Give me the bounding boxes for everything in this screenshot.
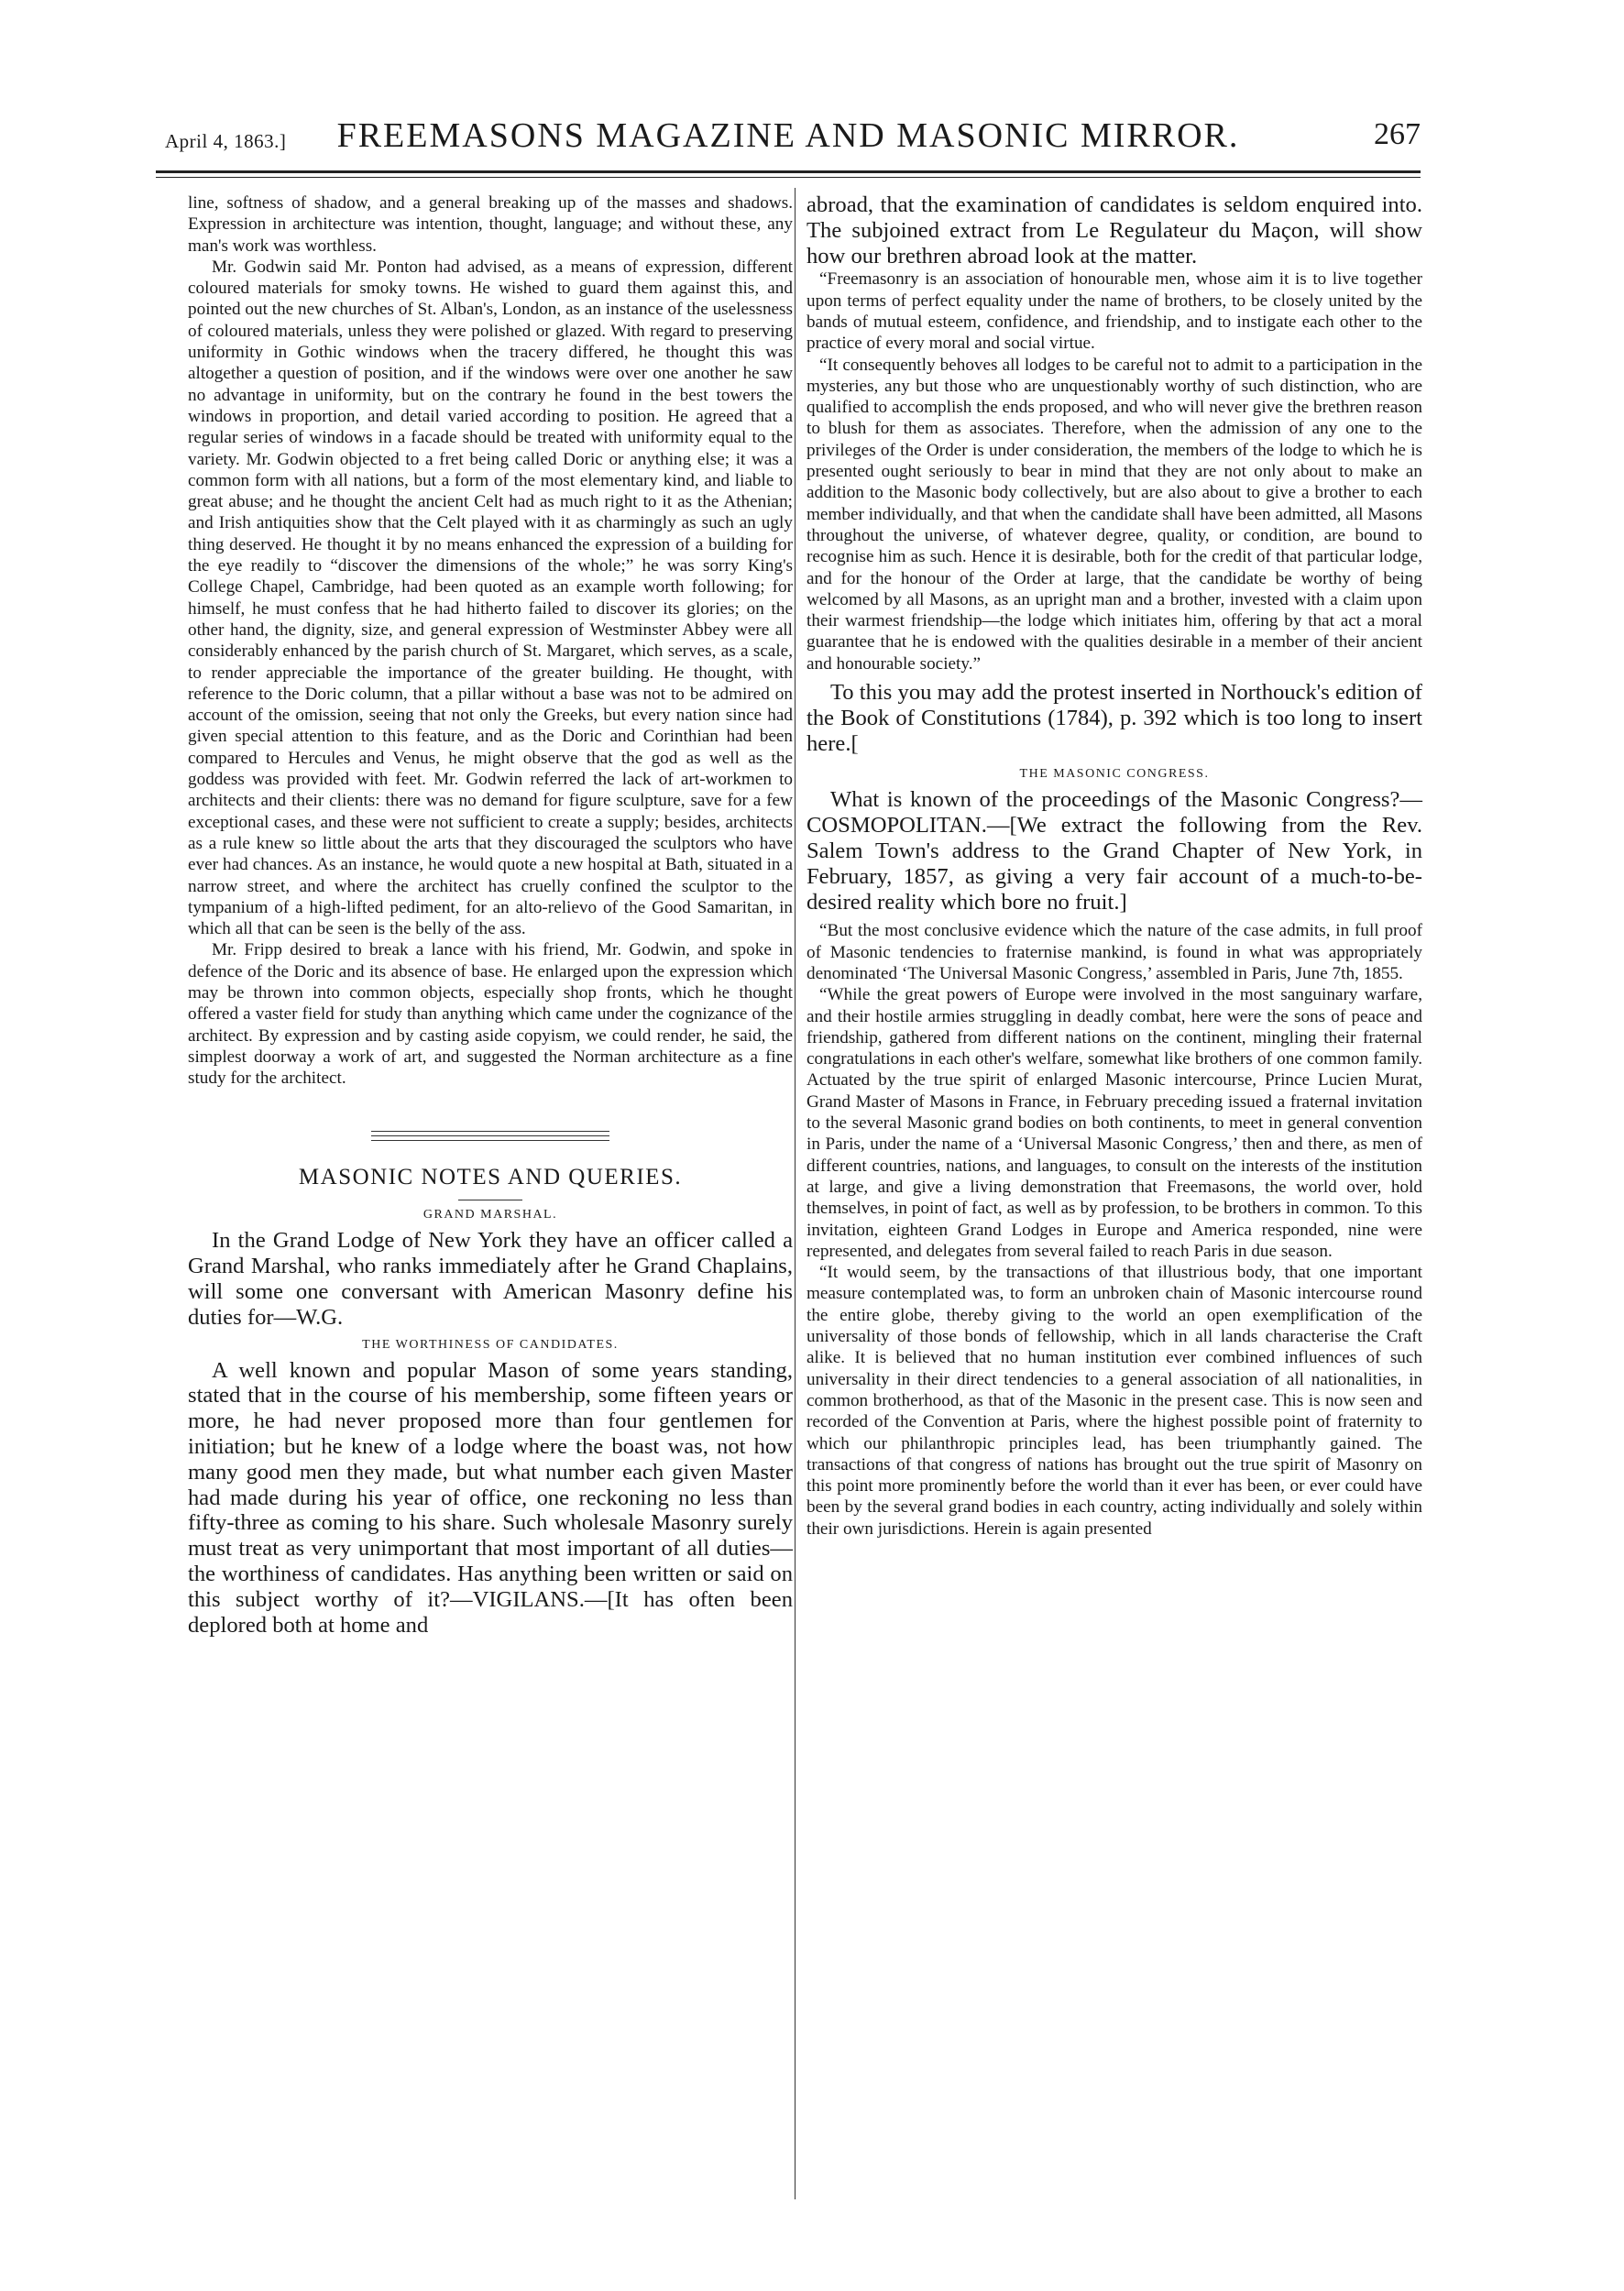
section-title: MASONIC NOTES AND QUERIES. <box>298 1165 683 1190</box>
paragraph: line, softness of shadow, and a general breaking up of the masses and shadows. Expression in architecture was intention, thought, language; and without these, any man's work was worthless. <box>188 193 793 256</box>
quoted-paragraph: “It consequently behoves all lodges to be careful not to admit to a participation in the mysteries, any but those who are unquestionably worthy of such distinction, who are qualified to accomplish the ends proposed, and who will never give the brethren reason to blush for them as associates. Therefore, when the admission of any one to the privileges of the Order is under consideration, the members of the lodge to which he is presented ought seriously to bear in mind that they are not only about to make an addition to the Masonic body collectively, but are also about to give a brother to each member individually, and that when the candidate shall have been admitted, all Masons throughout the universe, of whatever degree, quality, or condition, are bound to recognise him as such. Hence it is desirable, both for the credit of that particular lodge, and for the honour of the Order at large, that the candidate be worthy of being welcomed by all Masons, as an upright man and a brother, invested with a claim upon their warmest friendship—the lodge which initiates him, offering by that act a moral guarantee that he is endowed with the qualities desirable in a member of their ancient and honourable society.” <box>807 355 1422 674</box>
page-number: 267 <box>1374 117 1421 151</box>
issue-date: April 4, 1863.] <box>165 130 287 152</box>
quoted-paragraph: “But the most conclusive evidence which the nature of the case admits, in full proof of Masonic tendencies to fraternise mankind, is found in what was appropriately denominated ‘The Universal Masonic Congress,’ assembled in Paris, June 7th, 1855. <box>807 921 1422 983</box>
quoted-paragraph: “Freemasonry is an association of honourable men, whose aim it is to live together upon terms of perfect equality under the name of brothers, to be closely united by the bands of mutual esteem, confidence, and friendship, and to instigate each other to the practice of every moral and social virtue. <box>807 269 1422 354</box>
header-rule <box>156 170 1421 173</box>
query-heading: THE WORTHINESS OF CANDIDATES. <box>362 1337 619 1352</box>
quoted-paragraph: “It would seem, by the transactions of that illustrious body, that one important measure contemplated was, to form an unbroken chain of Masonic intercourse round the entire globe, thereby giving to the world an open exemplification of the universality of those bonds of fellowship, which in all lands characterise the Craft alike. It is believed that no human institution ever combined influences of such universality in their direct tendencies to a general association of all nationalities, in common brotherhood, as that of the Masonic in the present case. This is now seen and recorded of the Convention at Paris, where the highest possible point of fraternity to which our philanthropic principles lead, has been triumphantly gained. The transactions of that congress of nations has brought out the true spirit of Masonry on this point more prominently before the world than it ever has been, or ever could have been by the several grand bodies in each country, acting individually and solely within their own jurisdictions. Herein is again presented <box>807 1263 1422 1539</box>
column-divider <box>795 188 796 2199</box>
paragraph: To this you may add the protest inserted in Northouck's edition of the Book of Constitutions (1784), p. 392 which is too long to insert here.[ <box>807 680 1422 756</box>
page-header <box>156 114 1421 169</box>
query-text: What is known of the proceedings of the Masonic Congress?—COSMOPOLITAN.—[We extract the following from the Rev. Salem Town's address to the Grand Chapter of New York, in February, 1857, as giving a very fair account of a much-to-be-desired reality which bore no fruit.] <box>807 787 1422 915</box>
query-heading: THE MASONIC CONGRESS. <box>1019 767 1210 782</box>
section-divider <box>371 1131 609 1141</box>
header-rule-thin <box>156 177 1421 178</box>
paragraph: abroad, that the examination of candidates is seldom enquired into. The subjoined extract from Le Regulateur du Maçon, will show how our brethren abroad look at the matter. <box>807 192 1422 269</box>
paragraph: Mr. Godwin said Mr. Ponton had advised, as a means of expression, different coloured materials for smoky towns. He wished to guard them against this, and pointed out the new churches of St. Alban's, London, as an instance of the uselessness of coloured materials, unless they were polished or glazed. With regard to preserving uniformity in Gothic windows when the tracery differed, he thought this was altogether a question of position, and if the windows were over one another he saw no advantage in uniformity, but on the contrary he found in the best towers the windows in proportion, and detail varied according to position. He agreed that a regular series of windows in a facade should be treated with uniformity equal to the variety. Mr. Godwin objected to a fret being called Doric or anything else; it was a common form with all nations, but a form of the most elementary kind, and liable to great abuse; and he thought the ancient Celt had as much right to it as the Athenian; and Irish antiquities show that the Celt played with it as charmingly as such an ugly thing deserved. He thought it by no means enhanced the expression of a building for the eye readily to “discover the dimensions of the whole;” he was sorry King's College Chapel, Cambridge, had been quoted as an example worth following; for himself, he must confess that he had hitherto failed to discover its glories; on the other hand, the dignity, size, and general expression of Westminster Abbey were all considerably enhanced by the parish church of St. Margaret, which serves, as a scale, to render appreciable the importance of the greater building. He thought, with reference to the Doric column, that a pillar without a base was not to be admired on account of the omission, seeing that not only the Greeks, but every nation since had given special attention to this feature, and as the Doric and Corinthian had been compared to Hercules and Venus, he might observe that the god as well as the goddess was provided with feet. Mr. Godwin referred the lack of art-workmen to architects and their clients: there was no demand for figure sculpture, save for a few exceptional cases, and these were not sufficient to create a supply; besides, architects as a rule knew so little about the arts that they discouraged the sculptors who have ever had chances. As an instance, he would quote a new hospital at Bath, situated in a narrow street, and where the architect has cruelly confined the sculptor to the tympanium of a high-lifted pediment, for an alto-relievo of the Good Samaritan, in which all that can be seen is the belly of the ass. <box>188 257 793 939</box>
query-text: In the Grand Lodge of New York they have an officer called a Grand Marshal, who ranks immediately after he Grand Chaplains, will some one conversant with American Masonry define his duties for—W.G. <box>188 1228 793 1330</box>
query-heading: GRAND MARSHAL. <box>422 1208 558 1222</box>
right-column <box>807 192 1422 1540</box>
query-text: A well known and popular Mason of some years standing, stated that in the course of his membership, some fifteen years or more, he had never proposed more than four gentlemen for initiation; but he knew of a lodge where the boast was, not how many good men they made, but what number each given Master had made during his year of office, one reckoning no less than fifty-three as coming to his share. Such wholesale Masonry surely must treat as very unimportant that most important of all duties—the worthiness of candidates. Has anything been written or said on this subject worthy of it?—VIGILANS.—[It has often been deplored both at home and <box>188 1357 793 1638</box>
left-column <box>188 192 793 1638</box>
magazine-title: FREEMASONS MAGAZINE AND MASONIC MIRROR. <box>336 116 1240 155</box>
quoted-paragraph: “While the great powers of Europe were involved in the most sanguinary warfare, and their hostile armies struggling in deadly combat, here were the sons of peace and friendship, gathered from different nations on the continent, mingling their fraternal congratulations in each other's welfare, somewhat like brothers of one common family. Actuated by the true spirit of enlarged Masonic intercourse, Prince Lucien Murat, Grand Master of Masons in France, in February preceding issued a fraternal invitation to the several Masonic grand bodies on both continents, to meet in general convention in Paris, under the name of a ‘Universal Masonic Congress,’ then and there, as men of different countries, nations, and languages, to consult on the interests of the institution at large, and give a living demonstration that Freemasons, the world over, hold themselves, in point of fact, as well as by profession, to be brothers in common. To this invitation, eighteen Grand Lodges in Europe and America responded, nine were represented, and delegates from several failed to reach Paris in due season. <box>807 985 1422 1261</box>
paragraph: Mr. Fripp desired to break a lance with his friend, Mr. Godwin, and spoke in defence of the Doric and its absence of base. He enlarged upon the expression which may be thrown into common objects, especially shop fronts, which he thought offered a vaster field for study than anything which came under the cognizance of the architect. By expression and by casting aside copyism, we could render, he said, the simplest doorway a work of art, and suggested the Norman architecture as a fine study for the architect. <box>188 940 793 1089</box>
